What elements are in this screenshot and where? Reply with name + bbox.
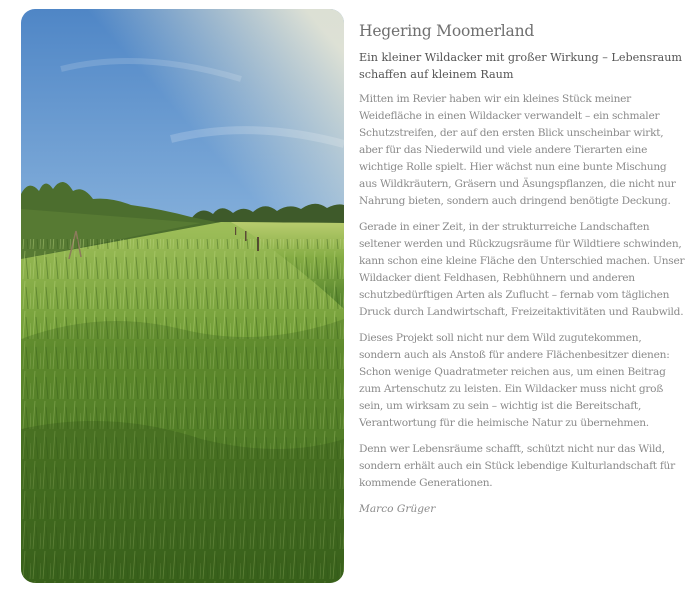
article-paragraph-1: Mitten im Revier haben wir ein kleines Stück meiner Weidefläche in einen Wildacker verwandelt – ein schmaler Schutzstreifen, der auf den ersten Blick unscheinbar wirkt, aber für das Niederwild und viele andere Tierarten eine wichtige Rolle spielt. Hier wächst nun eine bunte Mischung aus Wildkräutern, Gräsern und Äsungspflanzen, die nicht nur Nahrung bieten, sondern auch dringend benötigte Deckung. — [359, 93, 676, 207]
article-paragraph-3: Dieses Projekt soll nicht nur dem Wild zugutekommen, sondern auch als Anstoß für andere Flächenbesitzer dienen: Schon wenige Quadratmeter reichen aus, um einen Beitrag zum Artenschutz zu leisten. Ein Wildacker muss nicht groß sein, um wirksam zu sein – wichtig ist die Bereitschaft, Verantwortung für die heimische Natur zu übernehmen. — [359, 332, 670, 429]
article-paragraph-4: Denn wer Lebensräume schafft, schützt nicht nur das Wild, sondern erhält auch ein Stück lebendige Kulturlandschaft für kommende Generationen. — [359, 443, 675, 489]
article-title: Hegering Moomerland — [359, 22, 535, 40]
wildacker-field-photo — [21, 9, 344, 583]
article-author: Marco Grüger — [359, 503, 436, 515]
article-paragraph-2: Gerade in einer Zeit, in der strukturreiche Landschaften seltener werden und Rückzugsräume für Wildtiere schwinden, kann schon eine kleine Fläche den Unterschied machen. Unser Wildacker dient Feldhasen, Rebhühnern und anderen schutzbedürftigen Arten als Zuflucht – fernab vom täglichen Druck durch Landwirtschaft, Freizeitaktivitäten und Raubwild. — [359, 221, 685, 318]
article-subtitle: Ein kleiner Wildacker mit großer Wirkung – Lebensraum schaffen auf kleinem Raum — [359, 51, 683, 81]
article — [359, 20, 685, 518]
